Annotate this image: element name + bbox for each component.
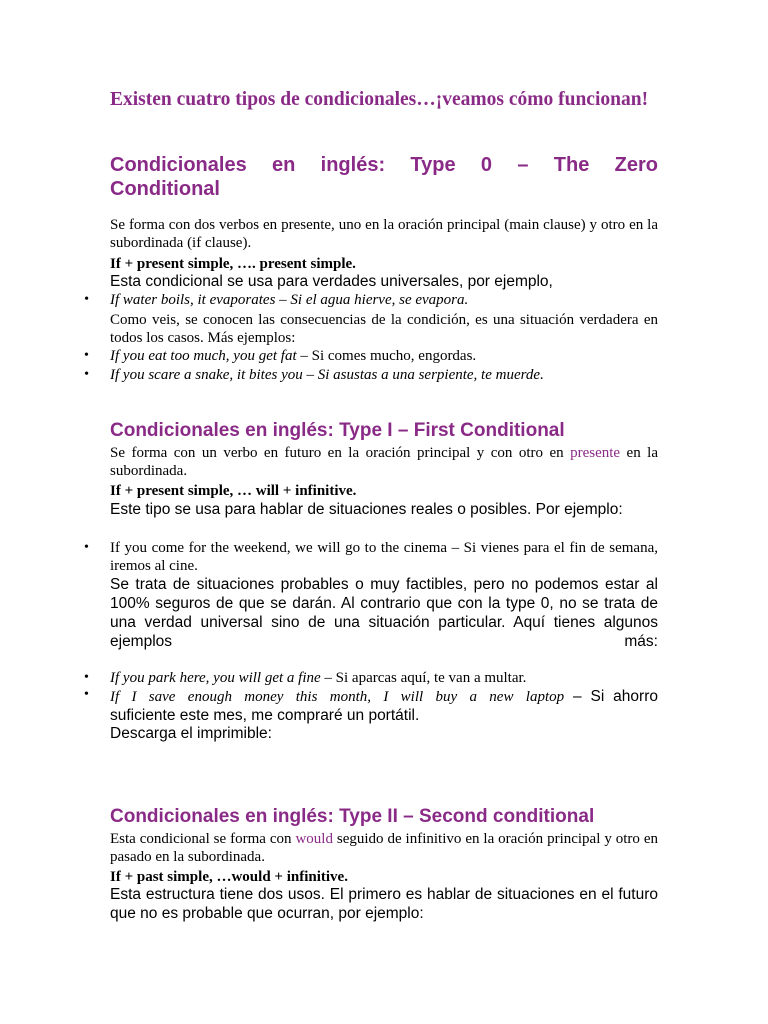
type0-example-3: If you scare a snake, it bites you – Si asustas a una serpiente, te muerde. bbox=[110, 367, 544, 383]
type0-heading-line1: Condicionales en inglés: Type 0 – The Zero bbox=[110, 154, 658, 176]
type1-download-text: Descarga el imprimible: bbox=[110, 725, 272, 742]
type0-example-2-es: – Si comes mucho, engordas. bbox=[296, 348, 477, 364]
list-item bbox=[84, 687, 658, 725]
type2-paragraph-2: Esta estructura tiene dos usos. El primero es hablar de situaciones en el futuro que no es probable que ocurran, por ejemplo: bbox=[110, 886, 658, 922]
intro-heading: Existen cuatro tipos de condicionales…¡veamos cómo funcionan! bbox=[110, 89, 649, 110]
type0-formula: If + present simple, …. present simple. bbox=[110, 256, 356, 272]
presente-link[interactable]: presente bbox=[570, 445, 621, 461]
would-link[interactable]: would bbox=[295, 831, 333, 847]
type1-example-1: If you come for the weekend, we will go to the cinema – Si vienes para el fin de semana, iremos al cine. bbox=[110, 540, 658, 574]
type1-heading: Condicionales en inglés: Type I – First Conditional bbox=[110, 420, 565, 441]
type0-heading bbox=[110, 153, 658, 201]
type1-paragraph-3: Se trata de situaciones probables o muy factibles, pero no podemos estar al 100% seguros de que se darán. Al contrario que con la type 0, no se trata de una verdad universal sino de una situación particular. Aquí tienes algunos ejemplos más: bbox=[110, 576, 658, 650]
type1-paragraph-1-text-a: Se forma con un verbo en futuro en la oración principal y con otro en bbox=[110, 445, 571, 461]
list-item bbox=[84, 669, 658, 687]
type1-formula: If + present simple, … will + infinitive. bbox=[110, 483, 357, 499]
type2-heading: Condicionales en inglés: Type II – Second conditional bbox=[110, 806, 595, 827]
bullet-icon: • bbox=[84, 687, 89, 702]
type1-example-3-es: – Si ahorro suficiente este mes, me compraré un portátil. bbox=[110, 688, 658, 724]
type2-paragraph-1 bbox=[110, 830, 658, 866]
bullet-icon: • bbox=[84, 367, 89, 382]
type2-formula: If + past simple, …would + infinitive. bbox=[110, 869, 348, 885]
bullet-icon: • bbox=[84, 348, 89, 363]
type0-example-1: If water boils, it evaporates – Si el agua hierve, se evapora. bbox=[110, 292, 469, 308]
type0-paragraph-3: Como veis, se conocen las consecuencias de la condición, es una situación verdadera en todos los casos. Más ejemplos: bbox=[110, 312, 658, 346]
type2-paragraph-1-text-b: seguido de infinitivo en la oración principal y otro en pasado en la subordinada. bbox=[110, 831, 658, 865]
type1-example-2-en: If you park here, you will get a fine bbox=[110, 670, 321, 686]
type0-paragraph-1: Se forma con dos verbos en presente, uno en la oración principal (main clause) y otro en la subordinada (if clause). bbox=[110, 217, 658, 251]
type1-example-3-en: If I save enough money this month, I will buy a new laptop bbox=[110, 689, 565, 705]
bullet-icon: • bbox=[84, 540, 89, 555]
list-item bbox=[84, 539, 658, 575]
list-item bbox=[84, 366, 658, 384]
type1-paragraph-1-text-b: en la subordinada. bbox=[110, 445, 658, 479]
type1-paragraph-2: Este tipo se usa para hablar de situaciones reales o posibles. Por ejemplo: bbox=[110, 501, 623, 518]
bullet-icon: • bbox=[84, 670, 89, 685]
bullet-icon: • bbox=[84, 292, 89, 307]
type1-example-2-es: – Si aparcas aquí, te van a multar. bbox=[320, 670, 527, 686]
list-item bbox=[84, 347, 658, 365]
list-item bbox=[84, 291, 658, 309]
type0-heading-line2: Conditional bbox=[110, 178, 220, 200]
type0-example-2-en: If you eat too much, you get fat bbox=[110, 348, 297, 364]
type0-paragraph-2: Esta condicional se usa para verdades universales, por ejemplo, bbox=[110, 273, 553, 290]
type2-paragraph-1-text-a: Esta condicional se forma con bbox=[110, 831, 296, 847]
type1-paragraph-1 bbox=[110, 444, 658, 480]
